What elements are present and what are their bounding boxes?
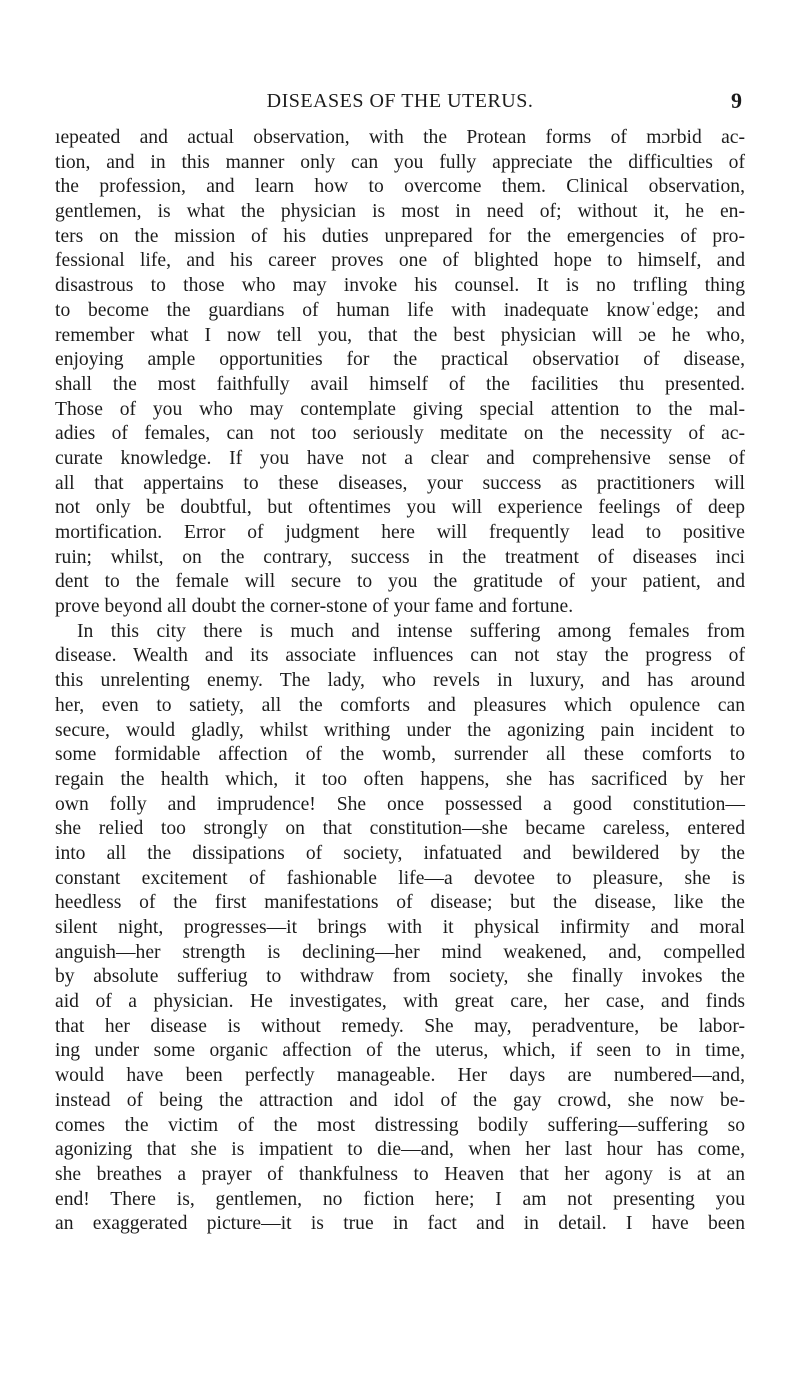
text-line: end! There is, gentlemen, no fiction here; I am not presenting you	[55, 1188, 745, 1210]
text-line: enjoying ample opportunities for the practical observatioɪ of disease,	[55, 349, 745, 371]
text-line: gentlemen, is what the physician is most in need of; without it, he en-	[55, 201, 745, 223]
text-line: her, even to satiety, all the comforts and pleasures which opulence can	[55, 694, 745, 716]
text-line: instead of being the attraction and idol of the gay crowd, she now be-	[55, 1089, 745, 1111]
text-line: heedless of the first manifestations of disease; but the disease, like the	[55, 892, 745, 914]
text-line: remember what I now tell you, that the best physician will ɔe he who,	[55, 324, 745, 346]
text-line: mortification. Error of judgment here will frequently lead to positive	[55, 522, 745, 543]
body-text	[55, 126, 745, 1237]
text-line: not only be doubtful, but oftentimes you will experience feelings of deep	[55, 497, 745, 519]
text-line: own folly and imprudence! She once possessed a good constitution—	[55, 793, 745, 815]
text-line: fessional life, and his career proves one of blighted hope to himself, and	[55, 250, 745, 272]
text-line: she breathes a prayer of thankfulness to Heaven that her agony is at an	[55, 1163, 745, 1185]
text-line: curate knowledge. If you have not a clear and comprehensive sense of	[55, 447, 745, 469]
text-line: prove beyond all doubt the corner-stone of your fame and fortune.	[55, 596, 574, 618]
text-line: into all the dissipations of society, infatuated and bewildered by the	[55, 842, 745, 864]
running-title: DISEASES OF THE UTERUS.	[266, 90, 534, 112]
text-line: regain the health which, it too often happens, she has sacrificed by her	[55, 768, 745, 790]
text-line: adies of females, can not too seriously meditate on the necessity of ac-	[55, 423, 745, 445]
text-line: some formidable affection of the womb, surrender all these comforts to	[55, 744, 745, 766]
text-line: shall the most faithfully avail himself of the facilities thu presented.	[55, 373, 745, 395]
text-line: ıepeated and actual observation, with the Protean forms of mɔrbid ac-	[55, 127, 745, 148]
text-line: disease. Wealth and its associate influences can not stay the progress of	[55, 645, 745, 667]
text-line: by absolute sufferiug to withdraw from society, she finally invokes the	[55, 966, 745, 988]
text-line: the profession, and learn how to overcome them. Clinical observation,	[55, 176, 745, 198]
text-line: tion, and in this manner only can you fully appreciate the difficulties of	[55, 151, 745, 173]
text-line: comes the victim of the most distressing bodily suffering—suffering so	[55, 1114, 745, 1136]
text-line: ruin; whilst, on the contrary, success in the treatment of diseases inci	[55, 546, 745, 568]
text-line: silent night, progresses—it brings with it physical infirmity and moral	[55, 917, 745, 938]
text-line: she relied too strongly on that constitution—she became careless, entered	[55, 818, 745, 840]
running-head	[50, 88, 750, 118]
text-line: dent to the female will secure to you the gratitude of your patient, and	[55, 571, 745, 593]
text-line: anguish—her strength is declining—her mind weakened, and, compelled	[55, 941, 745, 963]
text-line: an exaggerated picture—it is true in fact and in detail. I have been	[55, 1213, 745, 1235]
text-line: to become the guardians of human life with inadequate knowˈedge; and	[55, 299, 745, 321]
text-line: this unrelenting enemy. The lady, who revels in luxury, and has around	[55, 670, 745, 692]
text-line: disastrous to those who may invoke his counsel. It is no trıfling thing	[55, 275, 745, 297]
text-line: ing under some organic affection of the uterus, which, if seen to in time,	[55, 1040, 745, 1062]
text-line: aid of a physician. He investigates, with great care, her case, and finds	[55, 991, 745, 1013]
text-line: Those of you who may contemplate giving special attention to the mal-	[55, 398, 745, 420]
text-line: agonizing that she is impatient to die—and, when her last hour has come,	[55, 1139, 745, 1161]
text-line: constant excitement of fashionable life—a devotee to pleasure, she is	[55, 867, 745, 889]
text-line: that her disease is without remedy. She may, peradventure, be labor-	[55, 1015, 745, 1037]
text-line: In this city there is much and intense suffering among females from	[77, 620, 745, 642]
text-line: ters on the mission of his duties unprepared for the emergencies of pro-	[55, 225, 745, 247]
text-line: secure, would gladly, whilst writhing under the agonizing pain incident to	[55, 719, 745, 741]
text-line: would have been perfectly manageable. Her days are numbered—and,	[55, 1065, 745, 1087]
text-line: all that appertains to these diseases, your success as practitioners will	[55, 472, 745, 494]
page-number: 9	[731, 88, 742, 113]
